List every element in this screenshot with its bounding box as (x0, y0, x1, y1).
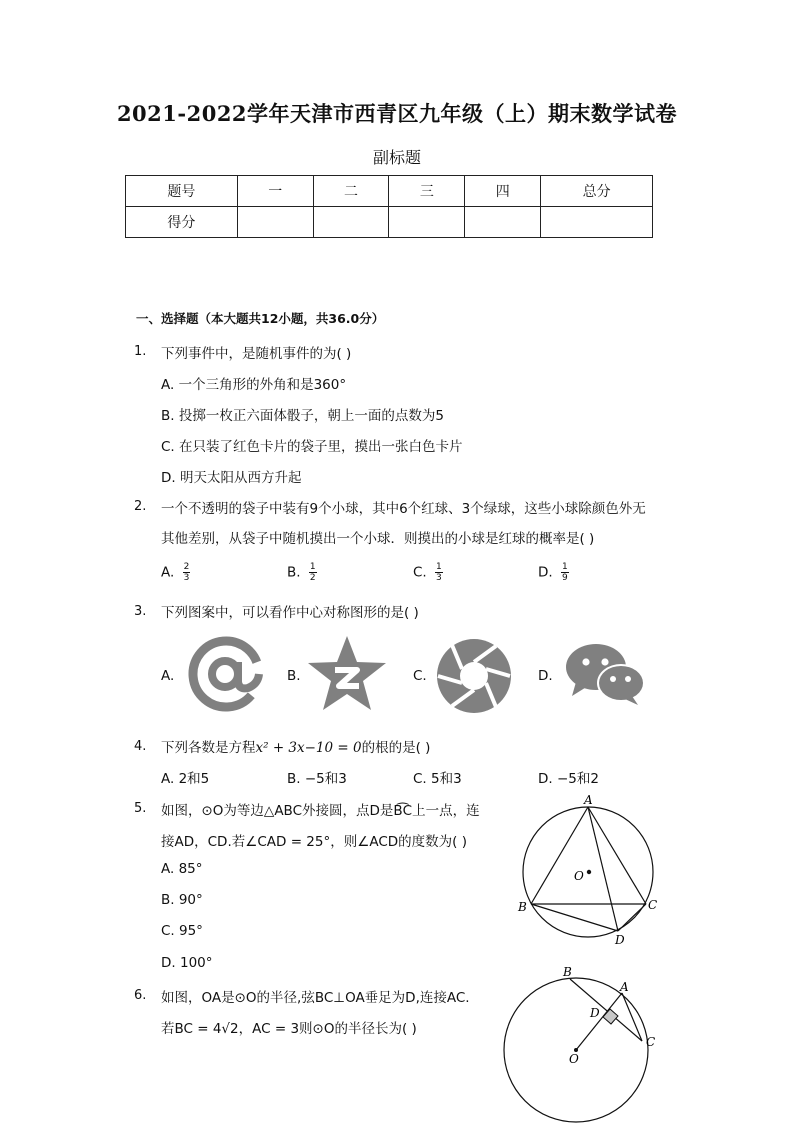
question-4-stem (161, 736, 430, 756)
question-number: 1. (134, 344, 147, 359)
score-cell[interactable] (465, 207, 541, 238)
figure-label-o: O (569, 1052, 579, 1066)
option-label: C. (413, 564, 427, 581)
question-2-stem-line1: 一个不透明的袋子中装有9个小球，其中6个红球、3个绿球，这些小球除颜色外无 (161, 501, 646, 517)
question-1-stem: 下列事件中，是随机事件的为( ) (161, 346, 352, 362)
qq-zone-star-icon (306, 634, 388, 714)
score-header-cell: 三 (389, 176, 465, 207)
equation: x² + 3x−10 = 0 (255, 740, 362, 756)
camera-aperture-icon (434, 636, 514, 716)
score-header-cell: 四 (465, 176, 541, 207)
q6-circle-figure (500, 962, 670, 1123)
fraction-numerator: 2 (183, 562, 190, 572)
fraction-denominator: 3 (436, 573, 442, 583)
figure-label-c: C (648, 898, 658, 912)
score-cell[interactable] (237, 207, 313, 238)
option-label: B. (287, 564, 301, 581)
q3-option-a-label[interactable]: A. (161, 668, 175, 684)
q5-circle-figure (508, 790, 668, 950)
score-header-cell: 题号 (126, 176, 238, 207)
q4-option-a[interactable]: A. 2和5 (161, 771, 210, 787)
q5-option-b[interactable]: B. 90° (161, 892, 203, 908)
score-cell[interactable] (389, 207, 465, 238)
fraction (435, 562, 443, 583)
stem-text: 的根的是( ) (361, 740, 431, 756)
figure-label-b: B (563, 965, 572, 979)
q5-option-d[interactable]: D. 100° (161, 955, 213, 971)
fraction-denominator: 9 (561, 573, 568, 583)
q1-option-c[interactable]: C. 在只装了红色卡片的袋子里，摸出一张白色卡片 (161, 439, 463, 455)
figure-label-c: C (646, 1035, 656, 1049)
score-cell[interactable] (313, 207, 389, 238)
option-label: D. (538, 564, 553, 581)
question-6-stem-line1: 如图，OA是⊙O的半径,弦BC⊥OA垂足为D,连接AC. (161, 990, 470, 1006)
q3-option-c-label[interactable]: C. (413, 668, 427, 684)
exam-subtitle: 副标题 (372, 148, 421, 167)
figure-label-b: B (518, 900, 527, 914)
q4-option-c[interactable]: C. 5和3 (413, 771, 462, 787)
question-number: 3. (134, 604, 147, 619)
score-header-cell: 一 (237, 176, 313, 207)
q4-option-d[interactable]: D. −5和2 (538, 771, 599, 787)
q3-option-b-label[interactable]: B. (287, 668, 301, 684)
question-5-stem-line2: 接AD，CD.若∠CAD = 25°，则∠ACD的度数为( ) (161, 834, 467, 850)
question-6-stem-line2: 若BC = 4√2，AC = 3则⊙O的半径长为( ) (161, 1021, 417, 1037)
score-cell[interactable] (541, 207, 653, 238)
question-number: 6. (134, 988, 147, 1003)
q2-option-b[interactable] (287, 562, 317, 583)
figure-label-a: A (620, 980, 629, 994)
section-title: 一、选择题（本大题共12小题，共36.0分） (136, 311, 385, 326)
stem-text: 下列各数是方程 (161, 740, 256, 756)
score-table-header-row (126, 176, 653, 207)
score-row-label: 得分 (126, 207, 238, 238)
fraction (183, 562, 191, 583)
at-sign-icon (186, 634, 266, 714)
fraction-numerator: 1 (309, 562, 316, 572)
score-header-cell: 总分 (541, 176, 653, 207)
question-2-stem-line2: 其他差别，从袋子中随机摸出一个小球．则摸出的小球是红球的概率是( ) (161, 531, 595, 547)
q1-option-a[interactable]: A. 一个三角形的外角和是360° (161, 377, 347, 393)
score-table-score-row (126, 207, 653, 238)
q5-option-c[interactable]: C. 95° (161, 923, 203, 939)
fraction-denominator: 2 (309, 573, 316, 583)
figure-label-o: O (574, 869, 584, 883)
question-number: 4. (134, 739, 147, 754)
fraction-numerator: 1 (436, 562, 442, 572)
fraction (561, 562, 569, 583)
q5-option-a[interactable]: A. 85° (161, 861, 203, 877)
exam-title: 2021-2022学年天津市西青区九年级（上）期末数学试卷 (116, 101, 678, 126)
fraction-numerator: 1 (561, 562, 568, 572)
q2-option-c[interactable] (413, 562, 443, 583)
figure-label-d: D (590, 1006, 600, 1020)
fraction (309, 562, 317, 583)
q2-option-a[interactable] (161, 562, 190, 583)
question-number: 5. (134, 801, 147, 816)
q2-option-d[interactable] (538, 562, 569, 583)
question-number: 2. (134, 499, 147, 514)
q4-option-b[interactable]: B. −5和3 (287, 771, 347, 787)
fraction-denominator: 3 (183, 573, 190, 583)
question-5-stem-line1: 如图，⊙O为等边△ABC外接圆，点D是B͡C上一点，连 (161, 803, 480, 819)
question-3-stem: 下列图案中，可以看作中心对称图形的是( ) (161, 605, 419, 621)
q1-option-b[interactable]: B. 投掷一枚正六面体骰子，朝上一面的点数为5 (161, 408, 444, 424)
q3-option-d-label[interactable]: D. (538, 668, 553, 684)
score-table (125, 175, 653, 238)
option-label: A. (161, 564, 175, 581)
score-header-cell: 二 (313, 176, 389, 207)
figure-label-d: D (615, 933, 625, 947)
q1-option-d[interactable]: D. 明天太阳从西方升起 (161, 470, 302, 486)
wechat-logo-icon (564, 642, 646, 706)
figure-label-a: A (584, 793, 593, 807)
